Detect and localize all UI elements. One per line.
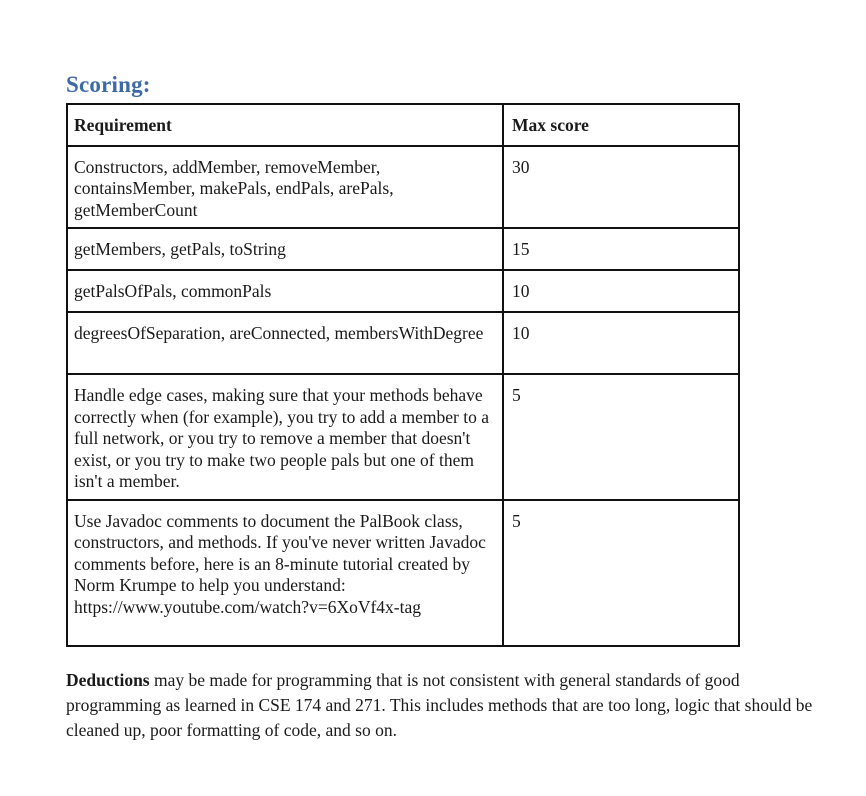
deductions-paragraph: [66, 668, 826, 743]
score-cell: 30: [503, 146, 739, 229]
requirement-cell: [67, 500, 503, 646]
table-header-row: [67, 104, 739, 146]
table-row: [67, 228, 739, 270]
table-row: [67, 500, 739, 646]
score-cell: 15: [503, 228, 739, 270]
score-cell: 10: [503, 312, 739, 374]
score-cell: 10: [503, 270, 739, 312]
table-row: [67, 312, 739, 374]
requirement-text: Use Javadoc comments to document the PalBook class, constructors, and methods. If you've never written Javadoc comments before, here is an 8-minute tutorial created by Norm Krumpe to help you understand:: [74, 510, 486, 595]
section-heading: Scoring:: [66, 72, 151, 97]
header-max-score: Max score: [503, 104, 739, 146]
header-requirement: Requirement: [67, 104, 503, 146]
score-cell: 5: [503, 500, 739, 646]
requirement-cell: degreesOfSeparation, areConnected, membersWithDegree: [67, 312, 503, 374]
score-cell: 5: [503, 374, 739, 500]
table-row: [67, 374, 739, 500]
table-row: [67, 270, 739, 312]
requirement-cell: Constructors, addMember, removeMember, containsMember, makePals, endPals, arePals, getMemberCount: [67, 146, 503, 229]
requirement-cell: getMembers, getPals, toString: [67, 228, 503, 270]
scoring-table: [66, 103, 740, 647]
deductions-text: may be made for programming that is not consistent with general standards of good programming as learned in CSE 174 and 271. This includes methods that are too long, logic that should be cleaned up, poor formatting of code, and so on.: [66, 670, 813, 740]
tutorial-link[interactable]: https://www.youtube.com/watch?v=6XoVf4x-tag: [74, 596, 422, 617]
requirement-cell: getPalsOfPals, commonPals: [67, 270, 503, 312]
table-row: [67, 146, 739, 229]
deductions-label: Deductions: [66, 670, 150, 690]
requirement-cell: Handle edge cases, making sure that your methods behave correctly when (for example), you try to add a member to a full network, or you try to remove a member that doesn't exist, or you try to make two people pals but one of them isn't a member.: [67, 374, 503, 500]
